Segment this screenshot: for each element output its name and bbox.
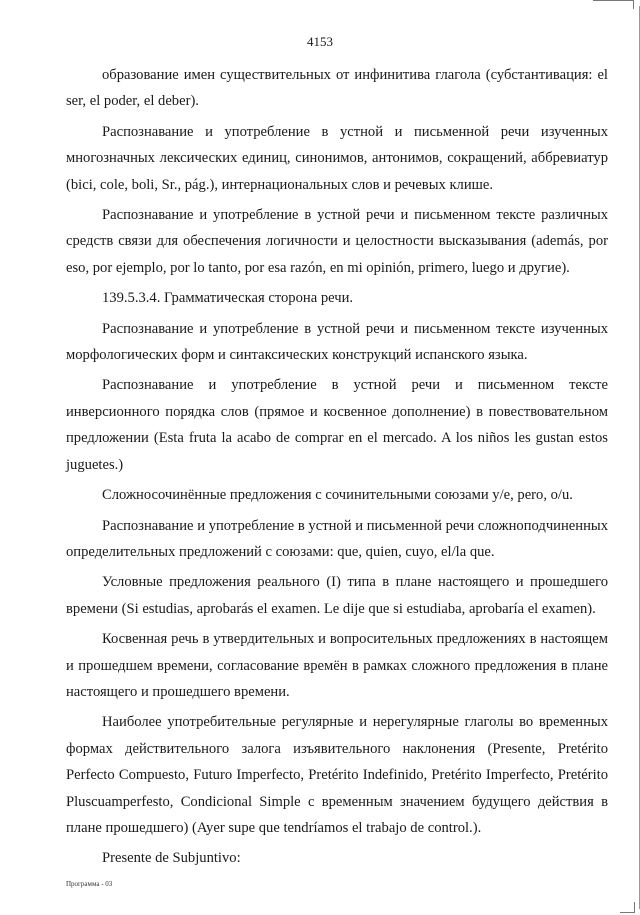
paragraph: Распознавание и употребление в устной и письменной речи изученных многозначных лексических единиц, синонимов, антонимов, сокращений, аббревиатур (bici, cole, boli, Sr., pág.), интернациональных слов и речевых клише. xyxy=(66,123,608,193)
document-body xyxy=(66,62,608,876)
paragraph: Presente de Subjuntivo: xyxy=(102,850,241,867)
paragraph: Наиболее употребительные регулярные и нерегулярные глаголы во временных формах действительного залога изъявительного наклонения (Presente, Pretérito Perfecto Compuesto, Futuro Imperfecto, Pretérito Indefinido, Pretérito Imperfecto, Pretérito Pluscuamperfesto, Condicional Simple с временным значением будущего действия в плане прошедшего) (Ayer supe que tendríamos el trabajo de control.). xyxy=(66,714,608,836)
paragraph: Распознавание и употребление в устной речи и письменном тексте различных средств связи для обеспечения логичности и целостности высказывания (además, por eso, por ejemplo, por lo tanto, por esa razón, en mi opinión, primero, luego и другие). xyxy=(66,207,608,276)
paragraph: Распознавание и употребление в устной речи и письменном тексте инверсионного порядка слов (прямое и косвенное дополнение) в повествовательном предложении (Esta fruta la acabo de comprar en el mercado. A los niños les gustan estos juguetes.) xyxy=(66,377,608,473)
page-number: 4153 xyxy=(307,34,333,49)
paragraph: Распознавание и употребление в устной речи и письменном тексте изученных морфологических форм и синтаксических конструкций испанского языка. xyxy=(66,320,608,364)
paragraph: Распознавание и употребление в устной и письменной речи сложноподчиненных определительных предложений с союзами: que, quien, cuyo, el/la que. xyxy=(66,517,608,560)
paragraph: Сложносочинённые предложения с сочинительными союзами y/e, pero, o/u. xyxy=(102,487,573,504)
scan-edge-mark-top xyxy=(593,0,634,9)
footer-label: Программа - 03 xyxy=(66,880,113,888)
paragraph: образование имен существительных от инфинитива глагола (субстантивация: el ser, el poder, el deber). xyxy=(66,67,608,110)
scan-edge-mark-bottom xyxy=(620,902,635,913)
paragraph: Условные предложения реального (I) типа в плане настоящего и прошедшего времени (Si estudias, aprobarás el examen. Le dije que si estudiaba, aprobaría el examen). xyxy=(66,574,608,617)
section-heading: 139.5.3.4. Грамматическая сторона речи. xyxy=(102,290,354,307)
paragraph: Косвенная речь в утвердительных и вопросительных предложениях в настоящем и прошедшем времени, согласование времён в рамках сложного предложения в плане настоящего и прошедшего времени. xyxy=(66,631,608,700)
